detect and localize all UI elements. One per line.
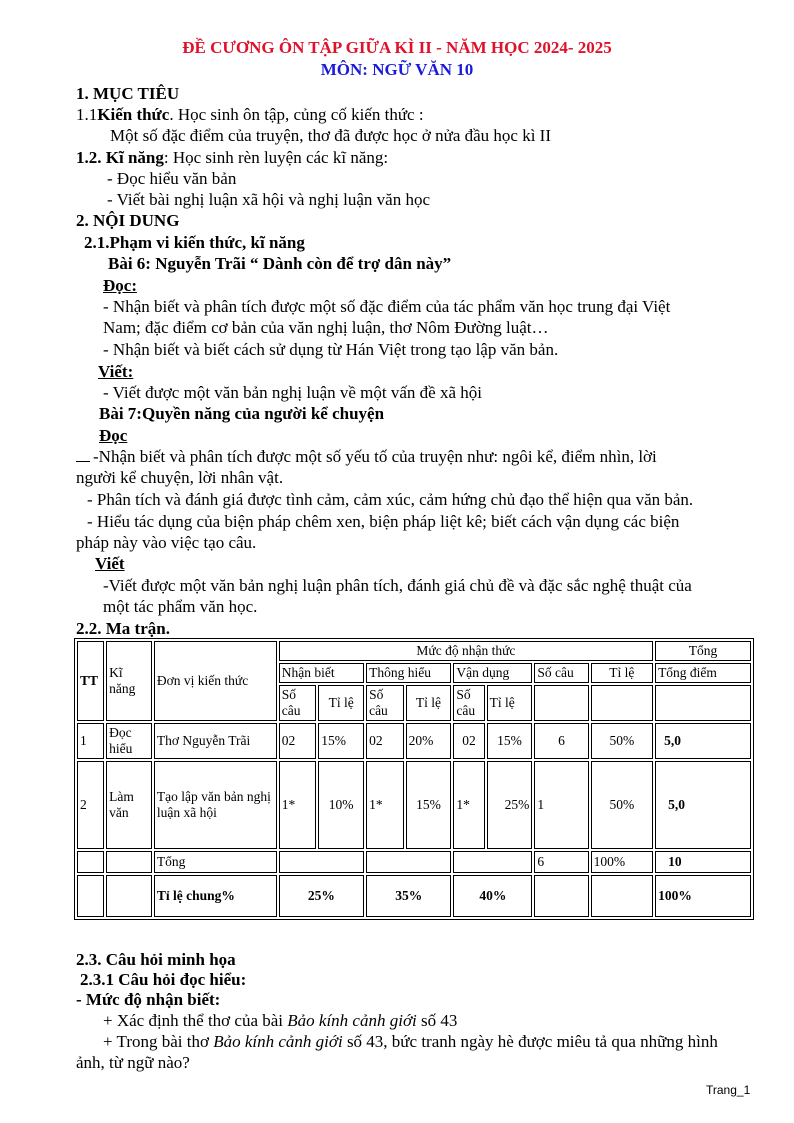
table-header-row [77,641,751,661]
cell-nb-rate: 15% [318,723,364,759]
header-rate: Tỉ lệ [406,685,452,721]
cell-vd-rate: 25% [487,761,533,849]
cell-nb-count: 1* [279,761,316,849]
empty-cell [591,875,653,917]
reading-item-cont: người kể chuyện, lời nhân vật. [76,468,284,487]
empty-cell [106,875,152,917]
skills-line [76,148,388,168]
empty-cell [453,851,532,873]
empty-cell [279,851,364,873]
header-understand: Thông hiểu [366,663,451,683]
reading-label: Đọc: [103,276,137,295]
knowledge-label: Kiến thức [97,105,170,124]
work-title: Bảo kính cảnh giới [287,1011,417,1030]
question-item [103,1011,457,1031]
skill-item: - Đọc hiểu văn bản [107,169,237,188]
writing-label: Viết: [98,362,134,381]
assessment-matrix-table [74,638,754,920]
empty-cell [591,685,653,721]
reading-item-cont: pháp này vào việc tạo câu. [76,533,257,552]
header-total-score: Tổng điểm [655,663,751,683]
writing-item: - Viết được một văn bản nghị luận về một vấn đề xã hội [103,383,482,402]
empty-cell [106,851,152,873]
knowledge-detail: Một số đặc điểm của truyện, thơ đã được học ở nửa đầu học kì II [110,126,551,145]
header-skill: Kĩ năng [106,641,152,721]
table-row-overall [77,875,751,917]
knowledge-number: 1.1 [76,105,98,124]
header-count: Số câu [279,685,316,721]
cell-total-score: 10 [655,851,751,873]
cell-th-rate: 15% [406,761,452,849]
cell-score: 5,0 [655,723,751,759]
header-rate: Tỉ lệ [318,685,364,721]
question-text: + Xác định thể thơ của bài [103,1011,288,1030]
header-recognize: Nhận biết [279,663,364,683]
cell-unit: Tạo lập văn bản nghị luận xã hội [154,761,277,849]
skills-label: 1.2. Kĩ năng [76,148,164,167]
cell-nb-count: 02 [279,723,316,759]
cell-nb-rate: 10% [318,761,364,849]
reading-item-lesson7 [76,447,657,467]
knowledge-line [76,105,424,125]
cell-th-count: 02 [366,723,403,759]
empty-cell [77,851,104,873]
empty-cell [366,851,451,873]
cell-question-count: 1 [534,761,588,849]
table-row [77,723,751,759]
cell-tt: 2 [77,761,104,849]
knowledge-text: . Học sinh ôn tập, củng cố kiến thức : [169,105,424,124]
subject-title: MÔN: NGỮ VĂN 10 [320,60,474,79]
section-heading-objectives: 1. MỤC TIÊU [76,84,180,103]
lesson-6-title: Bài 6: Nguyễn Trãi “ Dành còn để trợ dân này” [108,254,452,273]
header-count: Số câu [453,685,484,721]
cell-th-count: 1* [366,761,403,849]
reading-item-lesson7: - Phân tích và đánh giá được tình cảm, cảm xúc, cảm hứng chủ đạo thể hiện qua văn bản. [87,490,694,509]
question-text: số 43, bức tranh ngày hè được miêu tả qua những hình [342,1032,718,1051]
header-unit: Đơn vị kiến thức [154,641,277,721]
header-level: Mức độ nhận thức [279,641,653,661]
cell-overall-understand: 35% [366,875,451,917]
page-number: Trang_1 [706,1083,751,1097]
table-row [77,761,751,849]
empty-cell [534,685,588,721]
empty-cell [655,685,751,721]
subsection-sample-questions: 2.3. Câu hỏi minh họa [76,950,236,969]
cell-question-count: 6 [534,723,588,759]
cell-skill: Làm văn [106,761,152,849]
cell-rate: 50% [591,723,653,759]
section-heading-content: 2. NỘI DUNG [76,211,180,230]
cell-overall-apply: 40% [453,875,532,917]
cell-total-label: Tổng [154,851,277,873]
skill-item: - Viết bài nghị luận xã hội và nghị luận văn học [107,190,431,209]
subsection-reading-questions: 2.3.1 Câu hỏi đọc hiểu: [80,970,247,989]
cell-score: 5,0 [655,761,751,849]
reading-item-cont: Nam; đặc điểm cơ bản của văn nghị luận, thơ Nôm Đường luật… [103,318,549,337]
subsection-scope: 2.1.Phạm vi kiến thức, kĩ năng [84,233,305,252]
cell-overall-label: Tỉ lệ chung% [154,875,277,917]
header-count: Số câu [366,685,403,721]
reading-item: - Nhận biết và phân tích được một số đặc điểm của tác phẩm văn học trung đại Việt [103,297,671,316]
skills-text: : Học sinh rèn luyện các kĩ năng: [163,148,389,167]
question-item [103,1032,718,1052]
cell-overall-total: 100% [655,875,751,917]
cell-total-rate: 100% [591,851,653,873]
cell-overall-recognize: 25% [279,875,364,917]
question-text: + Trong bài thơ [103,1032,214,1051]
reading-item: - Nhận biết và biết cách sử dụng từ Hán Việt trong tạo lập văn bản. [103,340,559,359]
lesson-7-title: Bài 7:Quyền năng của người kể chuyện [99,404,385,423]
cell-unit: Thơ Nguyễn Trãi [154,723,277,759]
work-title: Bảo kính cảnh giới [213,1032,343,1051]
cell-rate: 50% [591,761,653,849]
question-text: số 43 [416,1011,458,1030]
empty-cell [77,875,104,917]
header-total: Tổng [655,641,751,661]
cell-vd-rate: 15% [487,723,533,759]
cell-skill: Đọc hiểu [106,723,152,759]
cell-vd-count: 1* [453,761,484,849]
header-tt: TT [77,641,104,721]
empty-cell [534,875,588,917]
question-item-cont: ảnh, từ ngữ nào? [76,1053,190,1072]
reading-label-lesson7: Đọc [99,426,128,445]
header-rate: Tỉ lệ [487,685,533,721]
level-recognize-label: - Mức độ nhận biết: [76,990,221,1009]
header-apply: Vận dụng [453,663,532,683]
header-rate: Tỉ lệ [591,663,653,683]
writing-item-cont: một tác phẩm văn học. [103,597,258,616]
cell-tt: 1 [77,723,104,759]
subsection-matrix: 2.2. Ma trận. [76,619,170,638]
writing-label-lesson7: Viết [95,554,125,573]
header-question-count: Số câu [534,663,588,683]
cell-th-rate: 20% [406,723,452,759]
reading-item-lesson7: - Hiểu tác dụng của biện pháp chêm xen, biện pháp liệt kê; biết cách vận dụng các biện [87,512,680,531]
writing-item-lesson7: -Viết được một văn bản nghị luận phân tích, đánh giá chủ đề và đặc sắc nghệ thuật của [103,576,692,595]
cell-total-count: 6 [534,851,588,873]
cell-vd-count: 02 [453,723,484,759]
table-row-total [77,851,751,873]
reading-item-text: -Nhận biết và phân tích được một số yếu tố của truyện như: ngôi kể, điểm nhìn, lời [93,447,657,466]
document-title: ĐỀ CƯƠNG ÔN TẬP GIỮA KÌ II - NĂM HỌC 2024- 2025 [182,38,612,57]
